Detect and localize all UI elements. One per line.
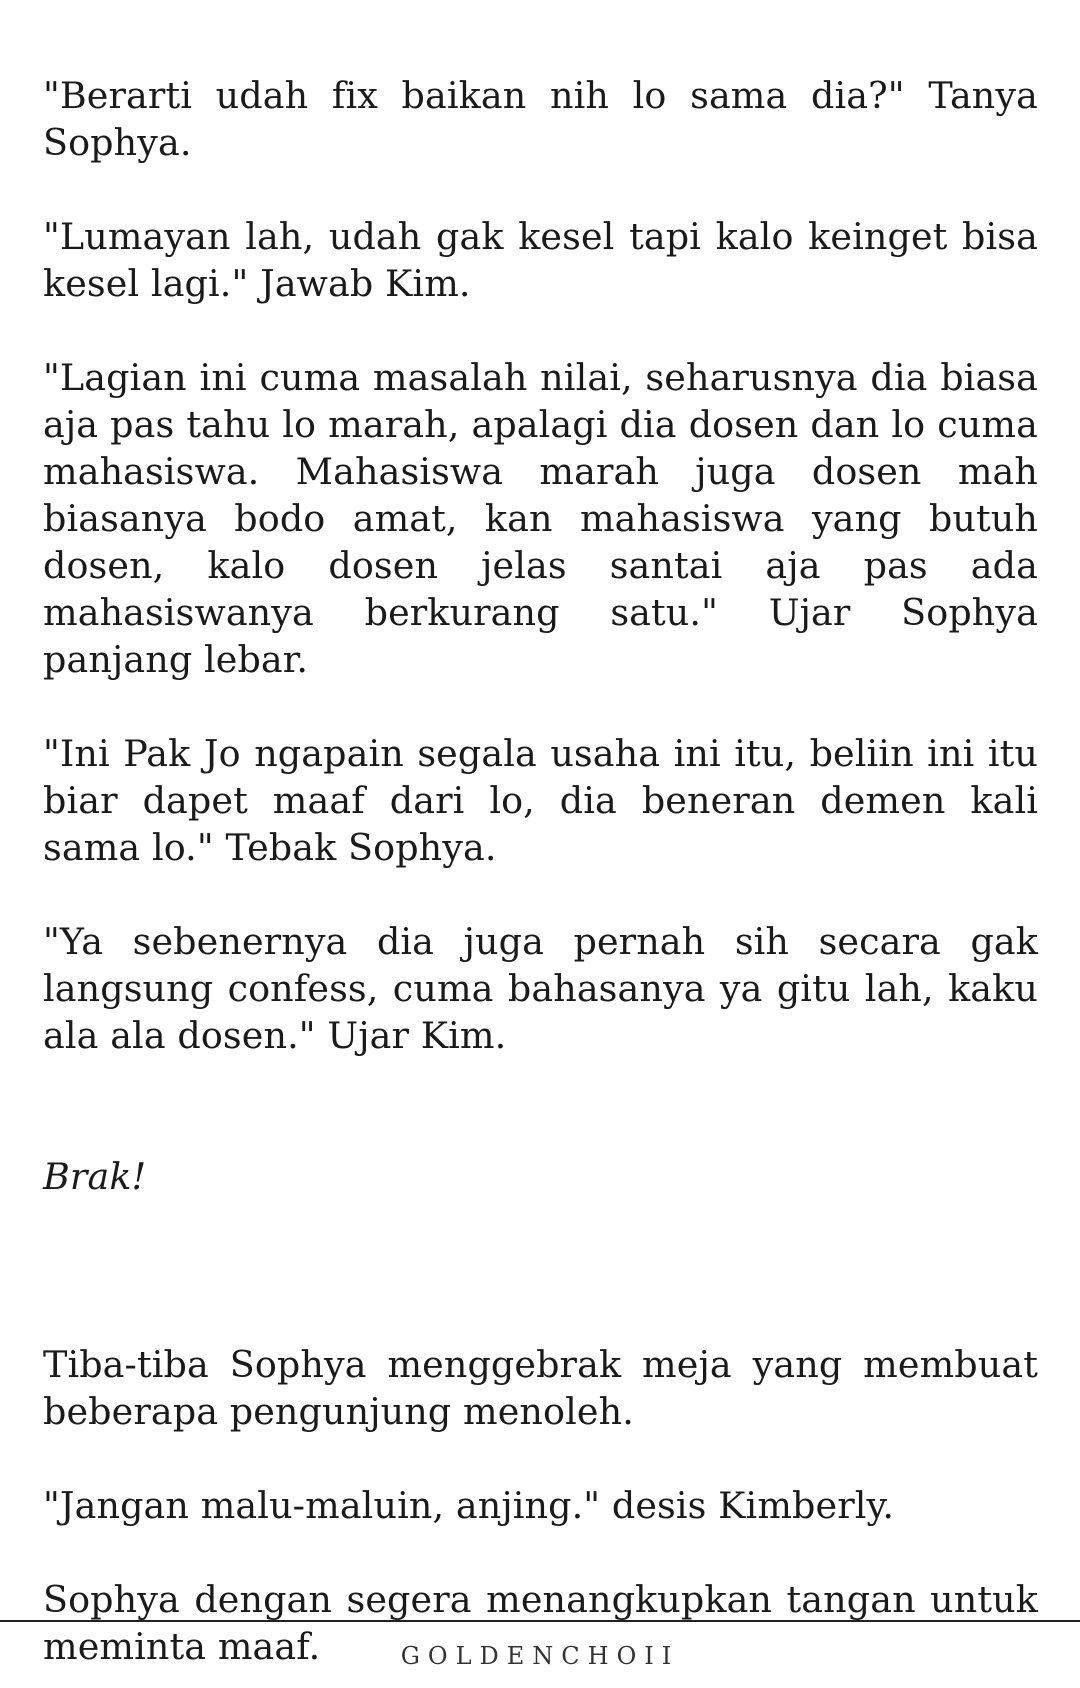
paragraph-gap [43, 1294, 1038, 1341]
paragraph-gap [43, 871, 1038, 918]
footer-divider [0, 1620, 1080, 1622]
paragraph-gap [43, 166, 1038, 213]
story-text [43, 72, 1038, 1670]
paragraph-gap [43, 1529, 1038, 1576]
paragraph-gap [43, 1435, 1038, 1482]
paragraph: "Berarti udah fix baikan nih lo sama dia?" Tanya Sophya. [43, 74, 1038, 164]
paragraph: "Lumayan lah, udah gak kesel tapi kalo keinget bisa kesel lagi." Jawab Kim. [43, 215, 1038, 305]
paragraph-gap [43, 1059, 1038, 1153]
paragraph: "Jangan malu-maluin, anjing." desis Kimberly. [43, 1484, 895, 1527]
paragraph: Tiba-tiba Sophya menggebrak meja yang membuat beberapa pengunjung menoleh. [43, 1343, 1038, 1433]
sound-effect-paragraph: Brak! [43, 1155, 147, 1198]
paragraph-gap [43, 1200, 1038, 1294]
paragraph: "Ini Pak Jo ngapain segala usaha ini itu, beliin ini itu biar dapet maaf dari lo, dia beneran demen kali sama lo." Tebak Sophya. [43, 732, 1038, 869]
paragraph: Sophya dengan segera menangkupkan tangan untuk meminta maaf. [43, 1578, 1038, 1668]
paragraph: "Lagian ini cuma masalah nilai, seharusnya dia biasa aja pas tahu lo marah, apalagi dia dosen dan lo cuma mahasiswa. Mahasiswa marah juga dosen mah biasanya bodo amat, kan mahasiswa yang butuh dosen, kalo dosen jelas santai aja pas ada mahasiswanya berkurang satu." Ujar Sophya panjang lebar. [43, 356, 1038, 681]
paragraph: "Ya sebenernya dia juga pernah sih secara gak langsung confess, cuma bahasanya ya gitu lah, kaku ala ala dosen." Ujar Kim. [43, 920, 1038, 1057]
paragraph-gap [43, 683, 1038, 730]
author-watermark: GOLDENCHOII [400, 1642, 680, 1670]
paragraph-gap [43, 307, 1038, 354]
